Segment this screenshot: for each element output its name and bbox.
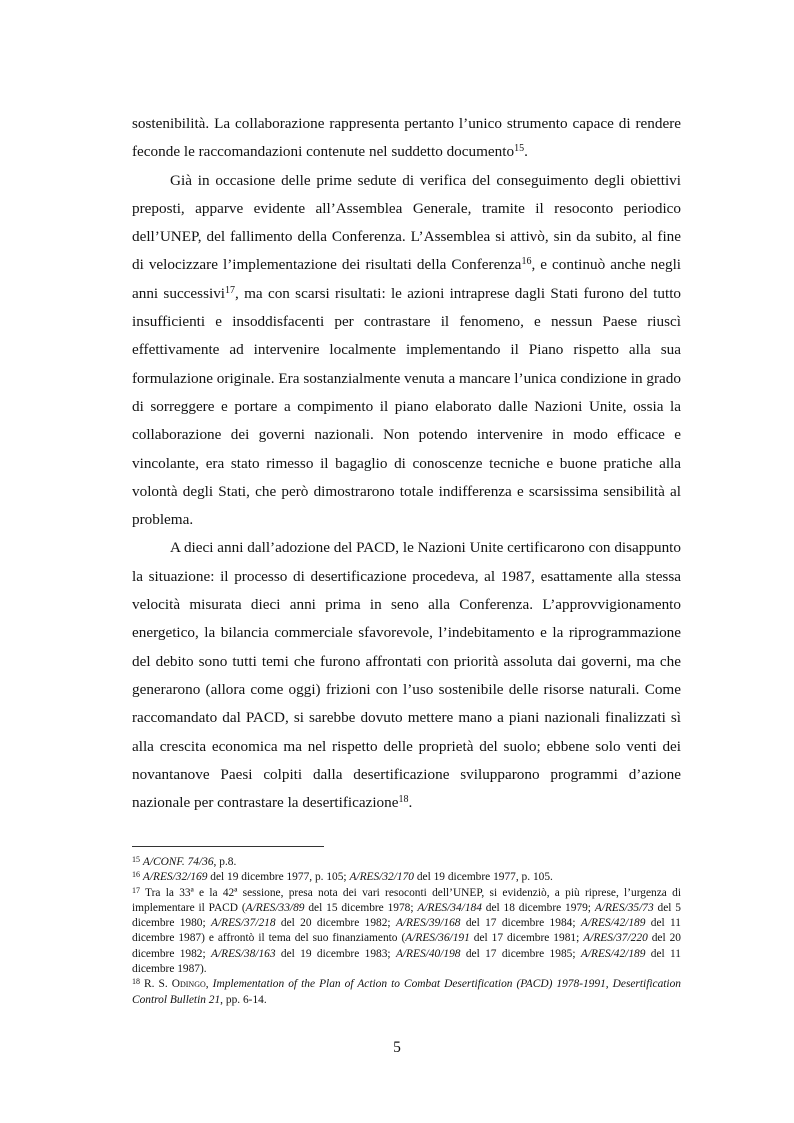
footnote-text: del 19 dicembre 1977, p. 105. — [414, 871, 553, 884]
footnote-number: 18 — [132, 977, 140, 987]
document-reference: A/RES/39/168 — [395, 917, 461, 930]
document-reference: A/RES/37/220 — [583, 932, 648, 945]
footnote-text: del 5 dicembre 1980; — [132, 901, 682, 930]
footnote-17 — [132, 886, 681, 978]
footnote-author: R. S. Odingo — [144, 978, 206, 991]
paragraph-text: , e continuò anche negli anni successivi — [132, 256, 682, 302]
footnote-text: del 11 dicembre 1987). — [132, 947, 681, 976]
footnote-title: Implementation of the Plan of Action to Combat Desertification (PACD) 1978-1991, Desertification Control Bulletin 21 — [132, 978, 681, 1006]
document-reference: A/RES/42/189 — [580, 917, 646, 930]
footnote-ref-15[interactable]: 15 — [514, 143, 525, 155]
footnote-number: 16 — [132, 870, 140, 880]
footnote-18 — [132, 977, 681, 1008]
footnote-text: del 20 dicembre 1982; — [275, 917, 396, 930]
paragraph-2 — [132, 167, 681, 535]
paragraph-text: . — [524, 143, 528, 161]
document-reference: A/RES/34/184 — [417, 901, 482, 914]
document-reference: A/RES/35/73 — [594, 901, 654, 914]
footnotes — [132, 855, 681, 1008]
footnote-ref-16[interactable]: 16 — [521, 256, 532, 268]
document-reference: A/RES/36/191 — [405, 932, 470, 945]
footnote-text: , p.8. — [213, 856, 237, 868]
document-reference: A/RES/42/189 — [580, 947, 646, 960]
page-number: 5 — [393, 1039, 401, 1056]
paragraph-text: . — [408, 794, 413, 812]
footnote-text: del 17 dicembre 1984; — [460, 917, 581, 930]
footnote-text: del 19 dicembre 1977, p. 105; — [207, 871, 350, 884]
footnote-16 — [132, 870, 681, 885]
document-reference: A/RES/32/170 — [349, 871, 414, 884]
footnote-text: del 18 dicembre 1979; — [481, 901, 595, 914]
footnote-text: del 20 dicembre 1982; — [132, 932, 681, 960]
document-reference: A/RES/38/163 — [211, 947, 276, 960]
footnote-text: del 19 dicembre 1983; — [275, 947, 396, 960]
footnote-text: del 11 dicembre 1987) e affrontò il tema del suo finanziamento ( — [132, 917, 681, 945]
document-reference: A/RES/33/89 — [245, 901, 305, 914]
footnote-text: , — [205, 978, 213, 991]
paragraph-1 — [132, 110, 681, 167]
footnote-15 — [132, 855, 681, 870]
body-text — [132, 110, 681, 817]
document-reference: A/RES/32/169 — [142, 871, 208, 884]
footnote-number: 15 — [132, 855, 140, 864]
footnote-text: Tra la 33ª e la 42ª sessione, presa nota dei vari resoconti dell’UNEP, si evidenziò, a più riprese, l’urgenza di implementare il PACD ( — [132, 886, 681, 914]
document-reference: A/RES/40/198 — [395, 947, 461, 960]
paragraph-3 — [132, 534, 681, 817]
footnote-ref-18[interactable]: 18 — [398, 794, 409, 806]
paragraph-text: sostenibilità. La collaborazione rappresenta pertanto l’unico strumento capace di rendere feconde le raccomandazioni contenute nel suddetto documento — [132, 115, 681, 161]
footnote-text: del 15 dicembre 1978; — [304, 901, 418, 914]
footnote-text: del 17 dicembre 1985; — [460, 947, 581, 960]
document-reference: A/CONF. 74/36 — [142, 856, 214, 868]
footnote-separator — [132, 846, 324, 847]
footnote-ref-17[interactable]: 17 — [225, 284, 236, 296]
footnote-text: , pp. 6-14. — [220, 993, 267, 1006]
document-reference: A/RES/37/218 — [211, 917, 276, 930]
paragraph-text: , ma con scarsi risultati: le azioni intraprese dagli Stati furono del tutto insufficienti e insoddisfacenti per contrastare il fenomeno, e nessun Paese riuscì effettivamente ad intervenire localmente implementando il Piano rispetto alla sua formulazione originale. Era sostanzialmente venuta a mancare l’unica condizione in grado di sorreggere e portare a compimento il piano elaborato dalle Nazioni Unite, ossia la collaborazione dei governi nazionali. Non potendo intervenire in modo efficace e vincolante, era stato rimesso il bagaglio di conoscenze tecniche e buone pratiche alla volontà degli Stati, che però dimostrarono totale indifferenza e scarsissima sensibilità al problema. — [132, 284, 682, 529]
footnote-number: 17 — [132, 885, 140, 895]
paragraph-text: Già in occasione delle prime sedute di verifica del conseguimento degli obiettivi preposti, apparve evidente all’Assemblea Generale, tramite il resoconto periodico dell’UNEP, del fallimento della Conferenza. L’Assemblea si attivò, sin da subito, al fine di velocizzare l’implementazione dei risultati della Conferenza — [132, 171, 681, 274]
paragraph-text: A dieci anni dall’adozione del PACD, le Nazioni Unite certificarono con disappunto la situazione: il processo di desertificazione procedeva, al 1987, esattamente alla stessa velocità misurata dieci anni prima in seno alla Conferenza. L’approvvigionamento energetico, la bilancia commerciale sfavorevole, l’indebitamento e la riprogrammazione del debito sono tutti temi che furono affrontati con priorità assoluta dai governi, ma che generarono (allora come oggi) frizioni con l’uso sostenibile delle risorse naturali. Come raccomandato dal PACD, si sarebbe dovuto mettere mano a piani nazionali finalizzati sì alla crescita economica ma nel rispetto delle proprietà del suolo; ebbene solo venti dei novantanove Paesi colpiti dalla desertificazione svilupparono programmi d’azione nazionale per contrastare la desertificazione — [132, 539, 681, 812]
footnote-text: del 17 dicembre 1981; — [469, 932, 584, 945]
